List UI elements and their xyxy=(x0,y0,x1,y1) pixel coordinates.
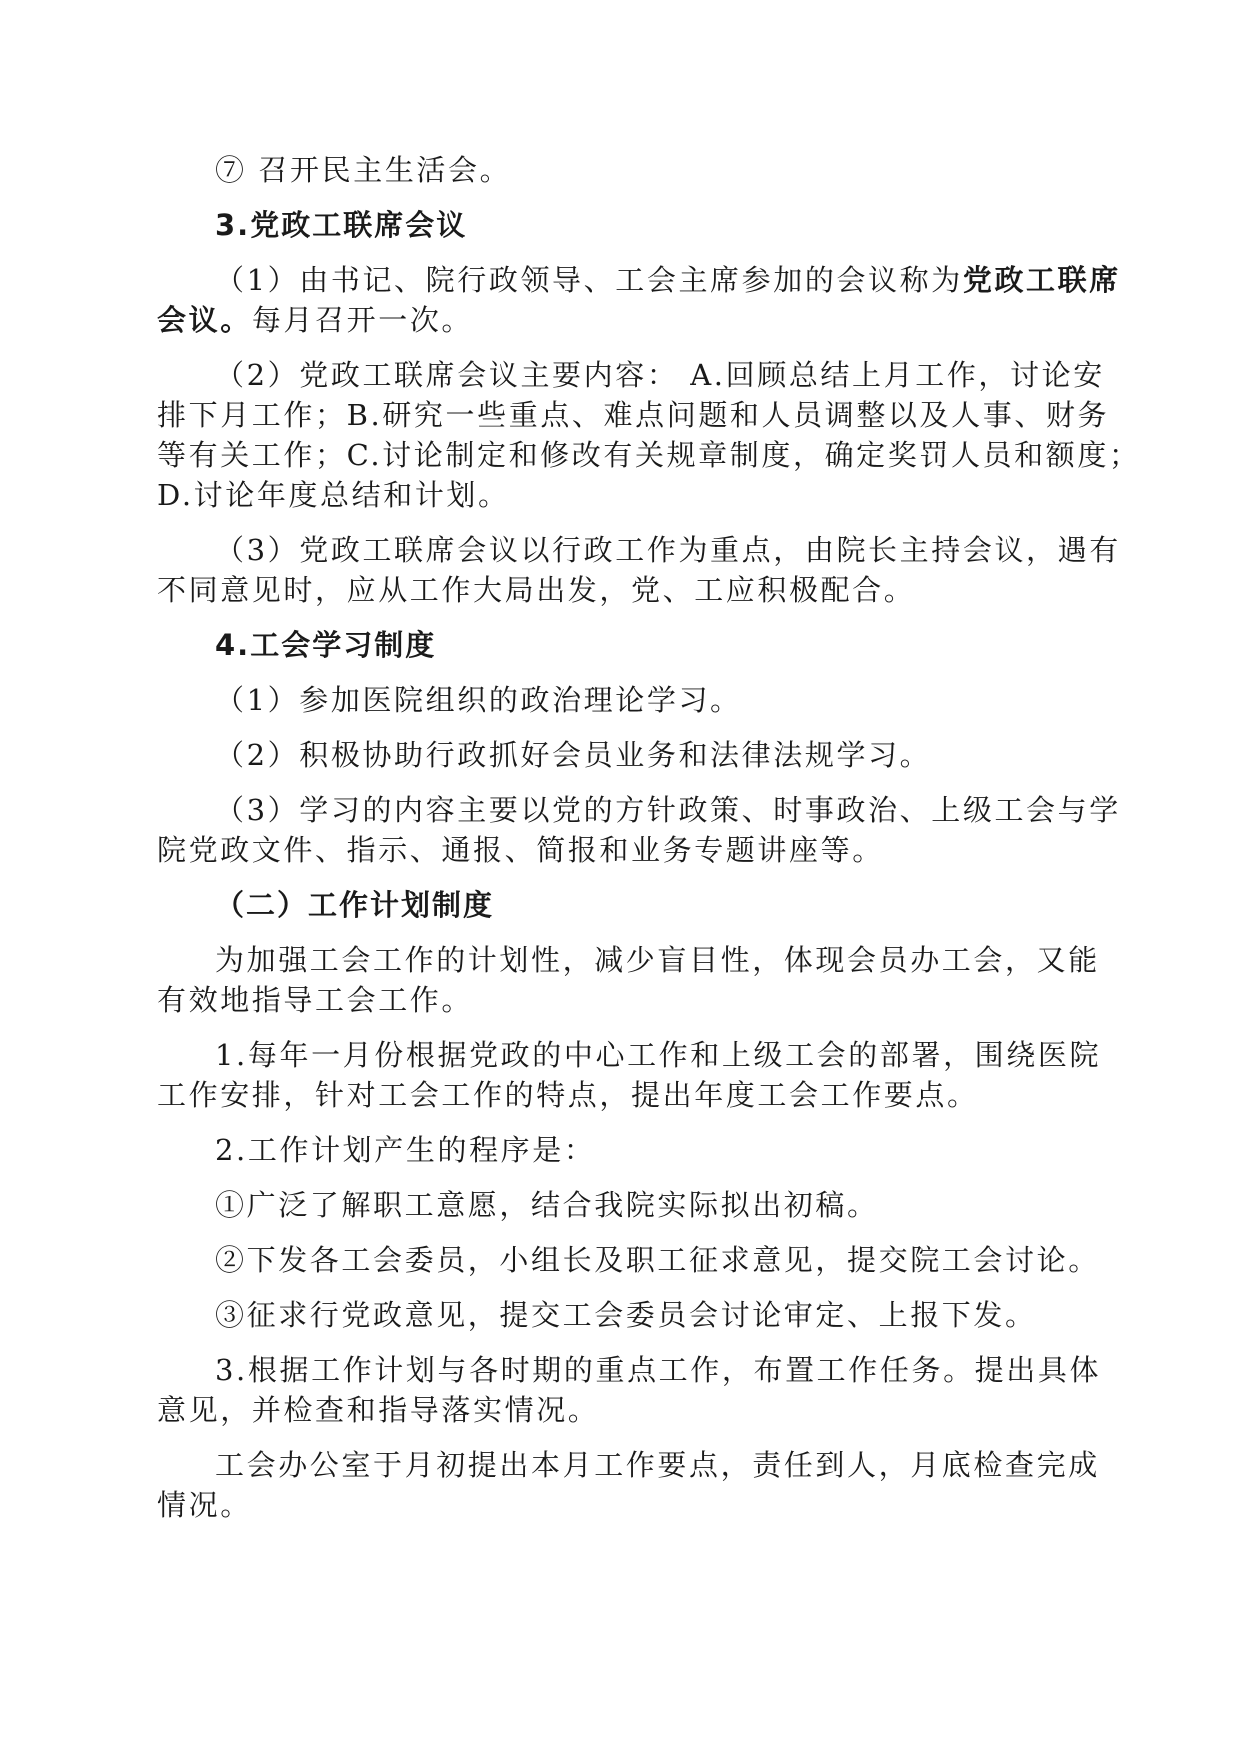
paragraph-s1 xyxy=(157,1035,1102,1115)
paragraph-intro xyxy=(157,940,1100,1020)
paragraph-line: （3）学习的内容主要以党的方针政策、时事政治、上级工会与学 xyxy=(215,793,1121,827)
paragraph-3-1 xyxy=(157,260,1121,340)
heading-4 xyxy=(157,625,1087,665)
paragraph-line: 情况。 xyxy=(157,1488,252,1522)
section-heading: 4.工会学习制度 xyxy=(215,628,437,662)
paragraph-line: 1.每年一月份根据党政的中心工作和上级工会的部署，围绕医院 xyxy=(215,1038,1102,1072)
paragraph-s3 xyxy=(157,1350,1102,1430)
list-item: ①广泛了解职工意愿，结合我院实际拟出初稿。 xyxy=(215,1188,879,1222)
paragraph-line: 3.根据工作计划与各时期的重点工作，布置工作任务。提出具体 xyxy=(215,1353,1102,1387)
paragraph-line xyxy=(157,260,1121,300)
paragraph-s2 xyxy=(157,1130,1087,1170)
heading-3 xyxy=(157,205,1087,245)
paragraph-item7 xyxy=(157,150,1087,190)
paragraph-line: D.讨论年度总结和计划。 xyxy=(157,478,510,512)
paragraph-line: 排下月工作；B.研究一些重点、难点问题和人员调整以及人事、财务 xyxy=(157,398,1110,432)
paragraph-line: （3）党政工联席会议以行政工作为重点，由院长主持会议，遇有 xyxy=(215,533,1121,567)
document-page xyxy=(157,150,1141,1540)
list-item: ③征求行党政意见，提交工会委员会讨论审定、上报下发。 xyxy=(215,1298,1037,1332)
list-item: ⑦ 召开民主生活会。 xyxy=(215,153,512,187)
section-heading: 3.党政工联席会议 xyxy=(215,208,468,242)
paragraph-3-2 xyxy=(157,355,1141,515)
bold-text-run: 会议。 xyxy=(157,303,252,337)
paragraph-3-3 xyxy=(157,530,1121,610)
paragraph-line: 不同意见时，应从工作大局出发，党、工应积极配合。 xyxy=(157,573,916,607)
paragraph-line: 为加强工会工作的计划性，减少盲目性，体现会员办工会，又能 xyxy=(215,943,1100,977)
section-heading: （二）工作计划制度 xyxy=(215,888,495,922)
paragraph-last xyxy=(157,1445,1100,1525)
paragraph-line: 工作安排，针对工会工作的特点，提出年度工会工作要点。 xyxy=(157,1078,979,1112)
paragraph-line: （1）参加医院组织的政治理论学习。 xyxy=(215,683,742,717)
paragraph-line: 意见，并检查和指导落实情况。 xyxy=(157,1393,600,1427)
text-run: 每月召开一次。 xyxy=(251,303,474,337)
paragraph-line: 院党政文件、指示、通报、简报和业务专题讲座等。 xyxy=(157,833,884,867)
paragraph-s2-item3 xyxy=(157,1295,1087,1335)
paragraph-line: 等有关工作；C.讨论制定和修改有关规章制度，确定奖罚人员和额度； xyxy=(157,438,1141,472)
list-item: ②下发各工会委员，小组长及职工征求意见，提交院工会讨论。 xyxy=(215,1243,1100,1277)
paragraph-line xyxy=(157,300,1087,340)
paragraph-4-3 xyxy=(157,790,1121,870)
paragraph-4-1 xyxy=(157,680,1087,720)
paragraph-line: （2）党政工联席会议主要内容： A.回顾总结上月工作，讨论安 xyxy=(215,358,1105,392)
text-run: （1）由书记、院行政领导、工会主席参加的会议称为 xyxy=(215,263,963,297)
paragraph-line: 工会办公室于月初提出本月工作要点，责任到人，月底检查完成 xyxy=(215,1448,1100,1482)
heading-section-2 xyxy=(157,885,1087,925)
paragraph-line: 2.工作计划产生的程序是： xyxy=(215,1133,596,1167)
paragraph-s2-item1 xyxy=(157,1185,1087,1225)
paragraph-line: （2）积极协助行政抓好会员业务和法律法规学习。 xyxy=(215,738,932,772)
paragraph-line: 有效地指导工会工作。 xyxy=(157,983,474,1017)
paragraph-s2-item2 xyxy=(157,1240,1100,1280)
bold-text-run: 党政工联席 xyxy=(962,263,1121,297)
paragraph-4-2 xyxy=(157,735,1087,775)
